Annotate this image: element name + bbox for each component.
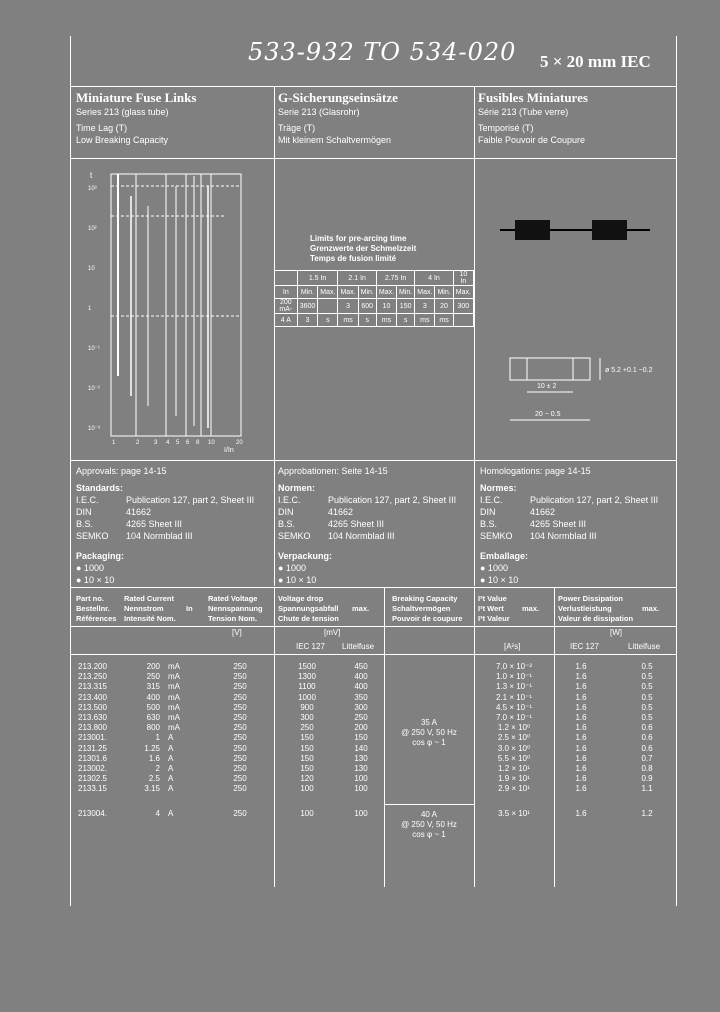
table-cell: 1.6 — [575, 808, 587, 818]
table-cell: 1000 — [298, 692, 316, 702]
type-en: Time Lag (T) — [76, 123, 128, 133]
table-cell: 100 — [354, 784, 368, 794]
table-cell: 100 — [300, 808, 314, 818]
capacity-de: Mit kleinem Schaltvermögen — [278, 135, 392, 145]
table-cell: 213.315 — [78, 682, 107, 692]
chart-x-tick: 8 — [196, 440, 200, 446]
limits-sub-header: In — [275, 286, 298, 299]
table-cell: 130 — [354, 753, 368, 763]
th-part: Part no. Bestellnr. Références — [76, 594, 117, 623]
frame-left-line — [70, 36, 71, 906]
chart-x-tick: 2 — [136, 440, 140, 446]
table-cell: 500 — [146, 702, 160, 712]
table-cell: 0.5 — [641, 682, 653, 692]
chart-y-tick: 1 — [88, 306, 92, 312]
standard-org: B.S. — [480, 519, 498, 529]
header-sub-rule — [70, 158, 676, 159]
th-in: In — [186, 604, 193, 613]
limits-cell — [318, 299, 338, 314]
table-divider — [474, 587, 475, 887]
standard-value: 4265 Sheet III — [126, 519, 183, 529]
col-littelfuse: Littelfuse — [342, 642, 375, 651]
limits-title — [310, 234, 416, 264]
capacity-fr: Faible Pouvoir de Coupure — [478, 135, 586, 145]
th-drop-max: max. — [352, 604, 370, 613]
header-rule — [70, 86, 676, 87]
table-cell: 0.8 — [641, 764, 653, 773]
table-cell: 1.6 — [575, 682, 587, 692]
table-cell: 250 — [300, 723, 314, 733]
table-cell: 0.6 — [641, 743, 653, 753]
standard-org: SEMKO — [76, 531, 109, 541]
table-cell: 250 — [354, 713, 368, 722]
table-cell: 1.6 — [575, 774, 587, 784]
limits-cell: ms — [338, 314, 358, 327]
table-cell: 1.6 — [575, 713, 587, 722]
table-cell: A — [168, 753, 174, 763]
standard-value: 4265 Sheet III — [328, 519, 385, 529]
standard-value: 4265 Sheet III — [530, 519, 587, 529]
table-cell: 1.6 — [148, 753, 160, 763]
table-cell: 1.25 — [144, 743, 160, 753]
table-cell: 250 — [233, 672, 247, 682]
table-cell: 1.6 — [575, 702, 587, 712]
limits-table — [274, 270, 474, 327]
unit-a2s: [A²s] — [504, 642, 521, 651]
table-cell: 0.5 — [641, 672, 653, 682]
table-cell: 7.0 × 10⁻² — [495, 662, 533, 671]
table-cell: 315 — [146, 682, 160, 692]
table-cell: 0.7 — [641, 753, 653, 763]
table-cell: 0.6 — [641, 733, 653, 743]
table-cell: 1.6 — [575, 672, 587, 682]
table-cell: 350 — [354, 692, 368, 702]
limits-cell: s — [397, 314, 415, 327]
table-cell: 150 — [300, 764, 314, 773]
limits-cell: 3 — [297, 314, 318, 327]
th-breaking: Breaking Capacity Schaltvermögen Pouvoir de coupure — [392, 594, 463, 623]
table-cell: 250 — [233, 753, 247, 763]
approvals-rule — [70, 460, 676, 461]
table-cell: 1.6 — [575, 733, 587, 743]
table-cell: 0.5 — [641, 713, 653, 722]
table-cell: 1.0 × 10⁻¹ — [495, 672, 533, 682]
table-cell: 2133.15 — [78, 784, 107, 794]
limits-cell — [453, 314, 473, 327]
series-fr: Série 213 (Tube verre) — [478, 107, 569, 117]
th-current: Rated Current Nennstrom Intensité Nom. — [124, 594, 176, 623]
limits-title-fr: Temps de fusion limité — [310, 254, 397, 263]
fuse-body — [510, 358, 590, 380]
chart-x-tick: 5 — [176, 440, 180, 446]
limits-sub-header: Min. — [435, 286, 453, 299]
table-cell: 450 — [354, 662, 368, 671]
approvals-en: Approvals: page 14-15 — [76, 466, 167, 476]
dimension-drawing — [495, 350, 670, 440]
chart-y-tick: 10⁻¹ — [88, 346, 100, 352]
table-cell: 250 — [233, 702, 247, 712]
table-cell: 4.5 × 10⁻¹ — [495, 702, 533, 712]
limits-sub-header: Min. — [297, 286, 318, 299]
col-divider-1 — [274, 86, 275, 586]
limits-cell: 200 mA- — [275, 299, 298, 314]
limits-sub-header: Max. — [415, 286, 435, 299]
table-cell: 120 — [300, 774, 314, 784]
th-i2t-max: max. — [522, 604, 540, 613]
chart-x-label: I/In — [224, 447, 234, 454]
table-cell: 250 — [233, 713, 247, 722]
th-i2t: I²t Value I²t Wert I²t Valeur — [478, 594, 510, 623]
title-de: G-Sicherungseinsätze — [278, 90, 398, 105]
table-cell: 4 — [155, 808, 160, 818]
standard-org: B.S. — [278, 519, 296, 529]
th-drop: Voltage drop Spannungsabfall Chute de tension — [278, 594, 339, 623]
table-cell: 1.2 — [641, 808, 653, 818]
limits-col-header: 1.5 In — [297, 271, 338, 286]
table-cell: mA — [168, 692, 180, 702]
table-cell: 1500 — [298, 662, 316, 671]
dim-cap: 10 ± 2 — [537, 383, 557, 390]
th-voltage: Rated Voltage Nennspannung Tension Nom. — [208, 594, 263, 623]
table-cell: 250 — [233, 774, 247, 784]
series-de: Serie 213 (Glasrohr) — [278, 107, 360, 117]
packaging-item: ● 10 × 10 — [480, 575, 519, 585]
table-cell: 100 — [354, 808, 368, 818]
table-cell: 250 — [233, 743, 247, 753]
limits-cell: 3600 — [297, 299, 318, 314]
table-cell: 1.6 — [575, 692, 587, 702]
standards-block-fr — [480, 494, 675, 542]
iec-title: 5 × 20 mm IEC — [540, 52, 651, 71]
table-divider — [554, 587, 555, 887]
table-cell: 1100 — [298, 682, 316, 692]
limits-corner — [275, 271, 298, 286]
limits-title-de: Grenzwerte der Schmelzzeit — [310, 244, 417, 253]
table-cell: 250 — [233, 808, 247, 818]
table-cell: 200 — [146, 662, 160, 671]
standard-value: 41662 — [530, 507, 556, 517]
standards-label-en: Standards: — [76, 483, 124, 493]
title-en: Miniature Fuse Links — [76, 90, 197, 105]
standard-value: Publication 127, part 2, Sheet III — [126, 495, 255, 505]
table-cell: 213.630 — [78, 713, 107, 722]
data-top-rule — [70, 654, 676, 655]
table-cell: 400 — [354, 672, 368, 682]
table-cell: 2.9 × 10¹ — [498, 784, 530, 794]
table-cell: 250 — [233, 692, 247, 702]
fuse-illustration — [500, 205, 650, 255]
table-cell: 1.2 × 10⁰ — [497, 723, 531, 733]
table-cell: 250 — [233, 733, 247, 743]
table-cell: 1.9 × 10¹ — [498, 774, 530, 784]
col-littelfuse-power: Littelfuse — [628, 642, 661, 651]
limits-cell: s — [318, 314, 338, 327]
limits-col-header: 10 In — [453, 271, 473, 286]
dim-length: 20 − 0.5 — [535, 411, 561, 418]
standard-org: I.E.C. — [480, 495, 503, 505]
table-cell: 1.3 × 10⁻¹ — [495, 682, 533, 692]
table-divider — [384, 587, 385, 887]
limits-col-header: 2.1 In — [338, 271, 376, 286]
chart-x-tick: 10 — [208, 440, 215, 446]
table-cell: 100 — [300, 784, 314, 794]
limits-sub-header: Max. — [338, 286, 358, 299]
packaging-items-de — [278, 562, 316, 586]
standards-label-fr: Normes: — [480, 483, 517, 493]
table-cell: 0.5 — [641, 692, 653, 702]
chart-x-tick: 3 — [154, 440, 158, 446]
table-cell: 1.2 × 10¹ — [498, 764, 530, 773]
limits-sub-header: Max. — [453, 286, 473, 299]
limits-sub-header: Min. — [397, 286, 415, 299]
fuse-cap-right — [592, 220, 627, 240]
col-divider-2 — [474, 86, 475, 586]
limits-cell: 600 — [358, 299, 376, 314]
chart-x-tick: 4 — [166, 440, 170, 446]
standard-org: DIN — [278, 507, 294, 517]
table-cell: mA — [168, 662, 180, 671]
chart-y-label: t — [90, 171, 93, 180]
table-cell: 400 — [354, 682, 368, 692]
approvals-de: Approbationen: Seite 14-15 — [278, 466, 388, 476]
table-cell: 150 — [354, 733, 368, 743]
table-cell: 3.5 × 10¹ — [498, 808, 530, 818]
table-cell: 3.15 — [144, 784, 160, 794]
chart-x-tick: 6 — [186, 440, 190, 446]
table-cell: 1.6 — [575, 764, 587, 773]
units-rule — [70, 626, 676, 627]
table-cell: A — [168, 743, 174, 753]
table-cell: 213001. — [78, 733, 107, 743]
table-cell: 400 — [146, 692, 160, 702]
limits-sub-header: Max. — [376, 286, 396, 299]
standard-value: Publication 127, part 2, Sheet III — [530, 495, 659, 505]
packaging-item: ● 1000 — [278, 563, 306, 573]
limits-cell: ms — [435, 314, 453, 327]
th-power: Power Dissipation Verlustleistung Valeur de dissipation — [558, 594, 634, 623]
standard-org: B.S. — [76, 519, 94, 529]
packaging-item: ● 1000 — [76, 563, 104, 573]
table-cell: 21302.5 — [78, 774, 107, 784]
limits-col-header: 4 In — [415, 271, 453, 286]
limits-title-en: Limits for pre-arcing time — [310, 234, 407, 243]
chart-y-tick: 10⁻² — [88, 386, 100, 392]
limits-cell: 20 — [435, 299, 453, 314]
table-cell: 0.6 — [641, 723, 653, 733]
chart-y-tick: 10⁻³ — [88, 426, 100, 432]
limits-col-header: 2.75 In — [376, 271, 414, 286]
table-cell: 2131.25 — [78, 743, 107, 753]
table-cell: 213004. — [78, 808, 107, 818]
table-cell: 21301.6 — [78, 753, 107, 763]
standard-value: 104 Normblad III — [126, 531, 193, 541]
packaging-item: ● 10 × 10 — [76, 575, 115, 585]
limits-cell: 300 — [453, 299, 473, 314]
chart-y-tick: 10³ — [88, 186, 97, 192]
fuse-cap-left — [515, 220, 550, 240]
table-cell: A — [168, 808, 174, 818]
standard-org: DIN — [480, 507, 496, 517]
standard-value: 41662 — [126, 507, 152, 517]
standards-label-de: Normen: — [278, 483, 316, 493]
table-cell: 7.0 × 10⁻¹ — [495, 713, 533, 722]
table-cell: A — [168, 764, 174, 773]
limits-cell: 3 — [415, 299, 435, 314]
handwritten-range: 533-932 TO 534-020 — [248, 38, 517, 66]
table-cell: 250 — [233, 764, 247, 773]
limits-sub-header: Min. — [358, 286, 376, 299]
col-iec127: IEC 127 — [296, 642, 325, 651]
table-cell: 0.9 — [641, 774, 653, 784]
table-cell: 2.1 × 10⁻¹ — [495, 692, 533, 702]
packaging-label-fr: Emballage: — [480, 551, 529, 561]
limits-cell: 10 — [376, 299, 396, 314]
table-cell: 213.200 — [78, 662, 107, 671]
table-top-rule — [70, 587, 676, 588]
table-cell: mA — [168, 682, 180, 692]
table-cell: 250 — [233, 784, 247, 794]
limits-sub-header: Max. — [318, 286, 338, 299]
table-cell: 1.1 — [641, 784, 653, 794]
chart-x-tick: 20 — [236, 440, 243, 446]
table-cell: mA — [168, 702, 180, 712]
standard-org: DIN — [76, 507, 92, 517]
unit-v: [V] — [232, 628, 242, 637]
table-cell: A — [168, 774, 174, 784]
table-cell: 2 — [155, 764, 160, 773]
table-cell: 300 — [354, 702, 368, 712]
table-cell: 1.6 — [575, 784, 587, 794]
packaging-label-en: Packaging: — [76, 551, 125, 561]
limits-cell: 150 — [397, 299, 415, 314]
table-cell: A — [168, 784, 174, 794]
th-power-max: max. — [642, 604, 660, 613]
breaking-split-rule — [384, 804, 474, 805]
table-cell: A — [168, 733, 174, 743]
packaging-item: ● 10 × 10 — [278, 575, 317, 585]
table-cell: 900 — [300, 702, 314, 712]
breaking-capacity-1: 35 A @ 250 V, 50 Hz cos φ ~ 1 — [401, 718, 457, 747]
table-cell: 250 — [233, 723, 247, 733]
table-cell: 2.5 — [148, 774, 160, 784]
table-cell: 150 — [300, 743, 314, 753]
table-cell: 1.6 — [575, 743, 587, 753]
table-cell: mA — [168, 713, 180, 722]
limits-cell: ms — [415, 314, 435, 327]
col-fr — [478, 90, 673, 146]
standard-value: 104 Normblad III — [530, 531, 597, 541]
table-cell: 150 — [300, 733, 314, 743]
standards-block-en — [76, 494, 271, 542]
table-cell: 213.800 — [78, 723, 107, 733]
capacity-en: Low Breaking Capacity — [76, 135, 169, 145]
type-fr: Temporisé (T) — [478, 123, 534, 133]
table-cell: 1 — [155, 733, 160, 743]
table-cell: 1.6 — [575, 723, 587, 733]
breaking-capacity-2: 40 A @ 250 V, 50 Hz cos φ ~ 1 — [401, 810, 457, 839]
packaging-items-en — [76, 562, 114, 586]
unit-mv: [mV] — [324, 628, 341, 637]
standard-org: SEMKO — [480, 531, 513, 541]
chart-y-tick: 10² — [88, 226, 97, 232]
table-cell: 100 — [354, 774, 368, 784]
table-cell: 1.6 — [575, 753, 587, 763]
packaging-items-fr — [480, 562, 518, 586]
table-cell: 800 — [146, 723, 160, 733]
col-iec127-power: IEC 127 — [570, 642, 599, 651]
table-cell: 0.5 — [641, 702, 653, 712]
type-de: Träge (T) — [278, 123, 316, 133]
table-cell: mA — [168, 723, 180, 733]
unit-w: [W] — [610, 628, 622, 637]
packaging-label-de: Verpackung: — [278, 551, 333, 561]
table-cell: 3.0 × 10⁰ — [497, 743, 531, 753]
table-cell: 213.250 — [78, 672, 107, 682]
limits-cell: s — [358, 314, 376, 327]
chart-x-tick: 1 — [112, 440, 116, 446]
dim-diameter: ø 5.2 +0.1 −0.2 — [605, 367, 653, 374]
standard-value: 41662 — [328, 507, 354, 517]
frame-right-line — [676, 36, 677, 906]
table-cell: 2.5 × 10⁰ — [497, 733, 531, 743]
table-cell: 0.5 — [641, 662, 653, 671]
table-cell: 130 — [354, 764, 368, 773]
limits-cell: ms — [376, 314, 396, 327]
limits-cell: 4 A — [275, 314, 298, 327]
series-en: Series 213 (glass tube) — [76, 107, 169, 117]
table-cell: 1300 — [298, 672, 316, 682]
table-cell: 200 — [354, 723, 368, 733]
table-cell: 213002. — [78, 764, 107, 773]
standards-block-de — [278, 494, 473, 542]
table-cell: 213.500 — [78, 702, 107, 712]
standard-org: I.E.C. — [278, 495, 301, 505]
table-cell: 5.5 × 10⁰ — [497, 753, 531, 763]
limits-cell: 3 — [338, 299, 358, 314]
standard-value: 104 Normblad III — [328, 531, 395, 541]
standard-value: Publication 127, part 2, Sheet III — [328, 495, 457, 505]
table-cell: 630 — [146, 713, 160, 722]
table-cell: 250 — [233, 662, 247, 671]
table-divider — [274, 587, 275, 887]
col-de — [278, 90, 470, 146]
table-cell: 140 — [354, 743, 368, 753]
chart-y-tick: 10 — [88, 266, 95, 272]
table-cell: 150 — [300, 753, 314, 763]
standard-org: I.E.C. — [76, 495, 99, 505]
table-cell: 1.6 — [575, 662, 587, 671]
time-current-chart — [76, 166, 256, 456]
standard-org: SEMKO — [278, 531, 311, 541]
packaging-item: ● 1000 — [480, 563, 508, 573]
approvals-fr: Homologations: page 14-15 — [480, 466, 591, 476]
table-cell: 250 — [146, 672, 160, 682]
table-cell: mA — [168, 672, 180, 682]
table-cell: 213.400 — [78, 692, 107, 702]
col-en — [76, 90, 271, 146]
table-cell: 300 — [300, 713, 314, 722]
title-fr: Fusibles Miniatures — [478, 90, 588, 105]
table-cell: 250 — [233, 682, 247, 692]
